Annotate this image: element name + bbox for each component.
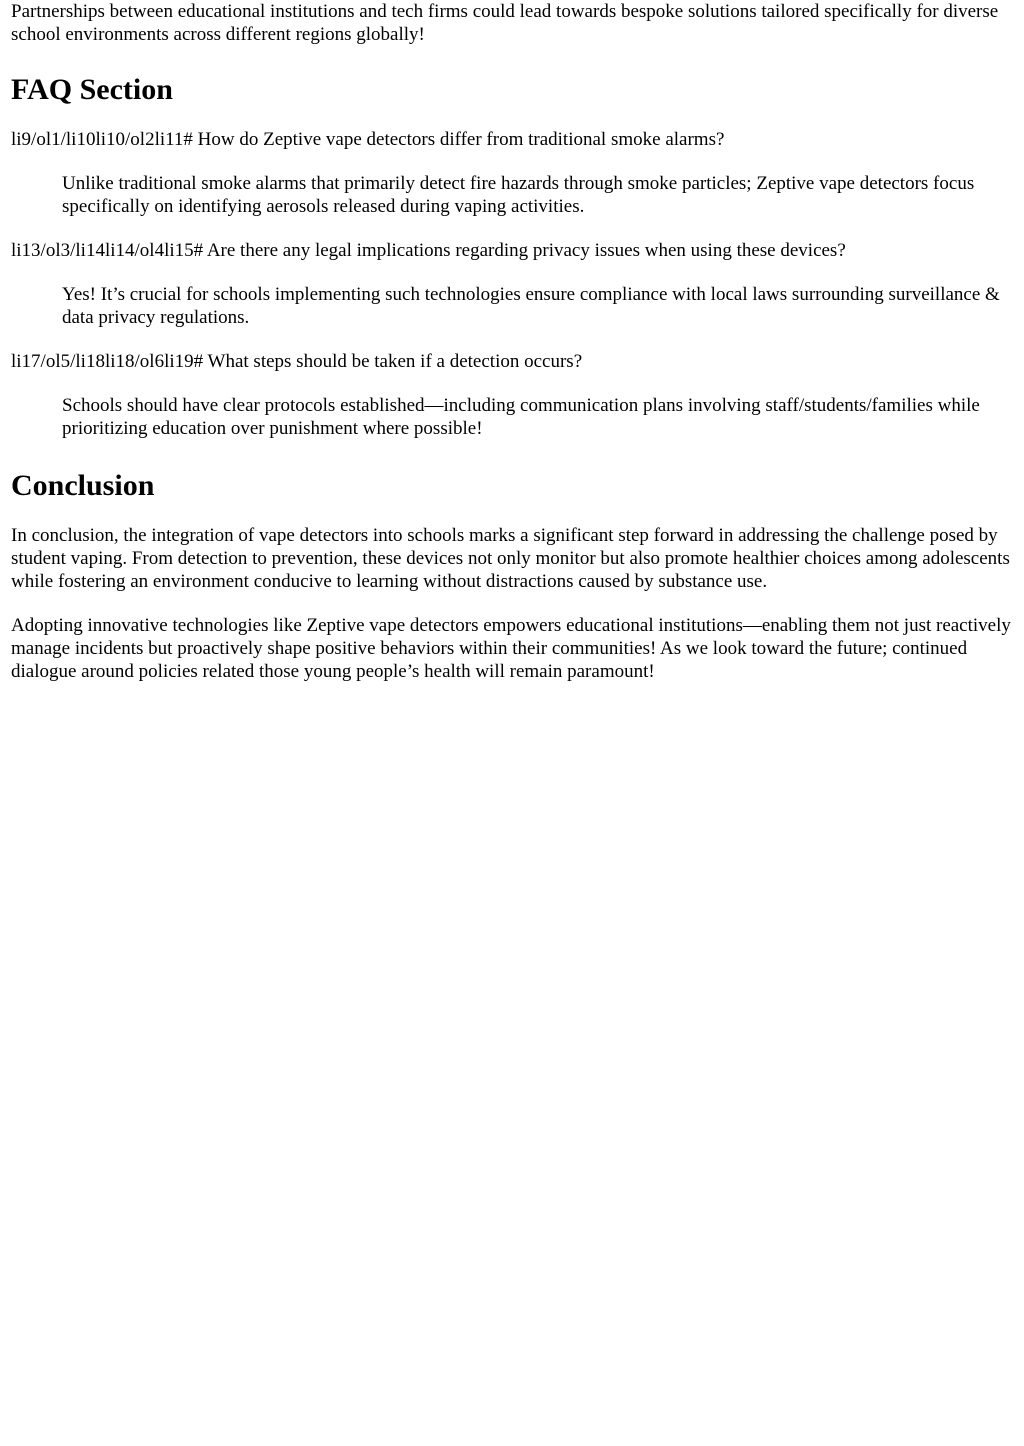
intro-paragraph: Partnerships between educational institutions and tech firms could lead towards bespoke solutions tailored specifically for diverse school environments across different regions globally! — [11, 1, 999, 45]
conclusion-heading: Conclusion — [11, 469, 155, 502]
faq-item — [11, 239, 1016, 329]
faq-item — [11, 128, 1016, 218]
faq-item — [11, 350, 1016, 440]
conclusion-paragraph: Adopting innovative technologies like Zeptive vape detectors empowers educational institutions—enabling them not just reactively manage incidents but proactively shape positive behaviors within their communities! As we look toward the future; continued dialogue around policies related those young people’s health will remain paramount! — [11, 615, 1011, 682]
faq-answer: Unlike traditional smoke alarms that primarily detect fire hazards through smoke particles; Zeptive vape detectors focus specifically on identifying aerosols released during vaping activities. — [62, 173, 975, 217]
conclusion-paragraph: In conclusion, the integration of vape detectors into schools marks a significant step forward in addressing the challenge posed by student vaping. From detection to prevention, these devices not only monitor but also promote healthier choices among adolescents while fostering an environment conducive to learning without distractions caused by substance use. — [11, 525, 1010, 592]
conclusion-section — [11, 469, 1016, 683]
faq-answer: Yes! It’s crucial for schools implementing such technologies ensure compliance with local laws surrounding surveillance & data privacy regulations. — [62, 284, 1000, 328]
article-body — [0, 0, 1024, 683]
faq-question: li13/ol3/li14li14/ol4li15# Are there any legal implications regarding privacy issues when using these devices? — [11, 240, 846, 261]
faq-section — [11, 73, 1016, 440]
faq-question: li9/ol1/li10li10/ol2li11# How do Zeptive vape detectors differ from traditional smoke alarms? — [11, 129, 725, 150]
faq-answer: Schools should have clear protocols established—including communication plans involving staff/students/families while prioritizing education over punishment where possible! — [62, 395, 980, 439]
faq-heading: FAQ Section — [11, 73, 173, 106]
faq-question: li17/ol5/li18li18/ol6li19# What steps should be taken if a detection occurs? — [11, 351, 583, 372]
